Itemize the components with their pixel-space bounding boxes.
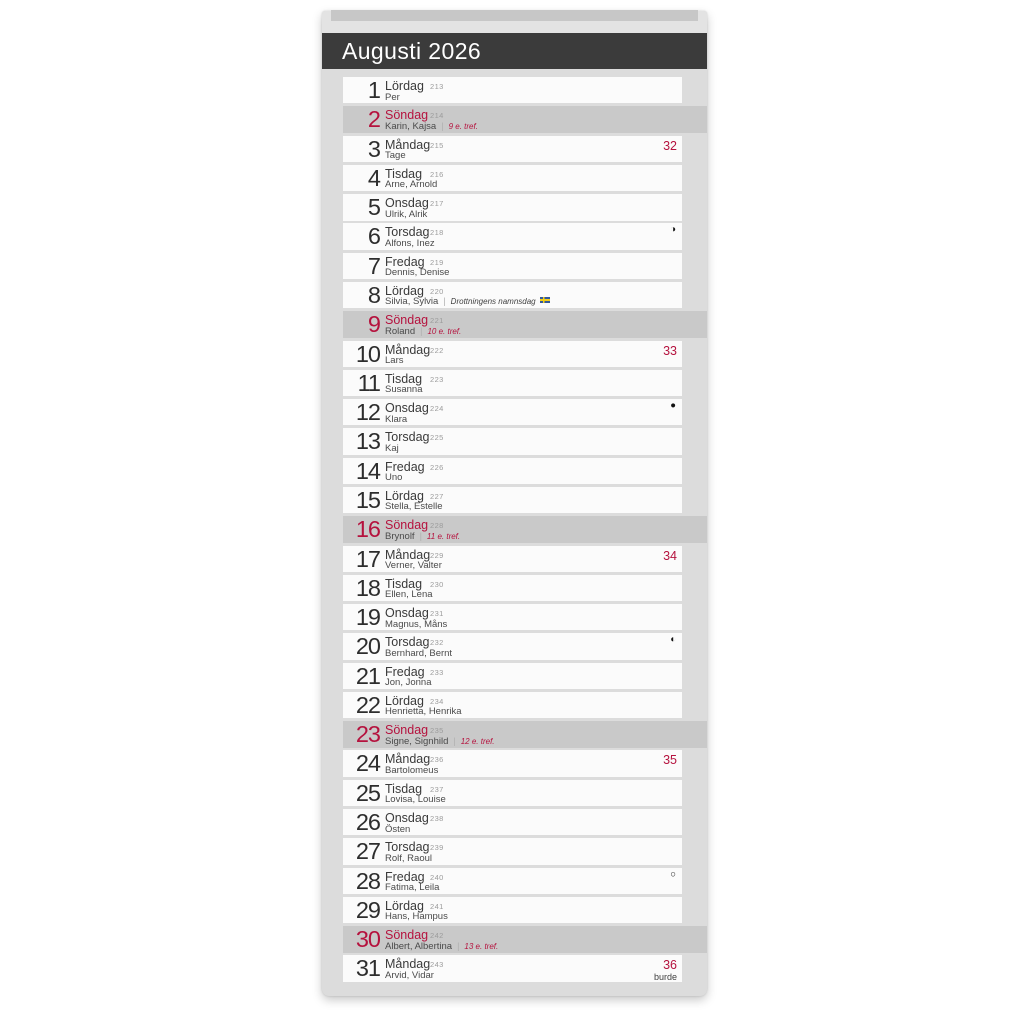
name-day-line [385,589,433,600]
name-day-line [385,355,403,366]
weekday-label: Tisdag [385,371,423,386]
name-day-names: Bartolomeus [385,764,439,776]
panel-binding-strip [331,10,698,21]
name-day-line [385,414,407,425]
church-day-label: 9 e. tref. [448,121,478,131]
name-day-names: Lovisa, Louise [385,794,446,806]
name-day-names: Rolf, Raoul [385,852,432,864]
name-day-names: Signe, Signhild [385,735,449,747]
name-day-line [385,267,449,278]
weekday-label: Lördag [385,898,424,913]
day-number: 19 [355,604,380,631]
name-day-line [385,121,478,132]
day-of-year: 238 [430,814,444,824]
full-moon-icon: ○ [670,868,676,880]
new-moon-icon: ● [670,400,676,412]
weekday-label: Måndag [385,137,431,152]
weekday-label: Söndag [385,313,429,328]
name-day-line [385,150,406,161]
day-number: 15 [355,486,380,513]
weekday-label: Onsdag [385,811,429,826]
weekday-label: Lördag [385,693,424,708]
day-number: 11 [357,369,380,396]
day-of-year: 226 [430,462,444,472]
day-of-year: 217 [430,199,444,209]
day-number: 20 [355,633,380,660]
day-row [343,458,682,484]
weekday-label: Tisdag [385,781,423,796]
weekday-label: Måndag [385,547,431,562]
name-day-names: Fatima, Leila [385,882,440,894]
day-number: 27 [355,838,380,865]
day-of-year: 235 [430,726,444,736]
day-number: 13 [355,428,380,455]
name-day-line [385,970,434,981]
day-of-year: 216 [430,169,444,179]
day-row [343,194,682,220]
weekday-label: Fredag [385,869,425,884]
separator: | [443,296,446,307]
day-number: 26 [355,809,380,836]
weekday-label: Måndag [385,342,431,357]
day-number: 29 [355,896,380,923]
weekday-label: Söndag [385,108,429,123]
day-of-year: 213 [430,82,444,91]
week-number: 34 [663,548,677,563]
day-row [343,165,682,191]
day-of-year: 232 [430,638,444,648]
day-of-year: 242 [430,931,444,941]
week-number: 35 [663,753,677,768]
name-day-line [385,443,399,454]
name-day-line [385,531,460,542]
day-of-year: 229 [430,550,444,560]
day-number: 30 [355,926,380,953]
weekday-label: Lördag [385,283,424,298]
day-of-year: 241 [430,901,444,911]
name-day-names: Brynolf [385,530,415,542]
day-row [343,282,682,308]
name-day-line [385,648,452,659]
day-row [343,223,682,249]
day-number: 16 [355,516,380,543]
day-number: 12 [355,399,380,426]
name-day-names: Klara [385,413,408,425]
name-day-names: Tage [385,150,406,162]
day-row [343,897,682,923]
day-of-year: 223 [430,374,444,384]
day-row [343,926,707,952]
name-day-names: Ulrik, Alrik [385,208,428,220]
name-day-line [385,92,400,103]
day-row [343,750,682,776]
day-number: 17 [355,545,380,572]
weekday-label: Fredag [385,664,425,679]
day-row [343,370,682,396]
day-number: 6 [367,223,380,250]
weekday-label: Onsdag [385,196,429,211]
name-day-line [385,794,446,805]
name-day-line [385,941,498,952]
weekday-label: Torsdag [385,430,430,445]
name-day-names: Stella, Estelle [385,501,443,513]
calendar-panel [322,11,707,996]
name-day-names: Östen [385,823,411,835]
name-day-line [385,619,447,630]
day-row [343,487,682,513]
weekday-label: Tisdag [385,166,423,181]
name-day-names: Lars [385,355,404,367]
day-of-year: 234 [430,696,444,706]
name-day-line [385,677,431,688]
day-number: 25 [355,779,380,806]
day-number: 4 [367,164,380,191]
day-of-year: 243 [430,960,444,970]
day-row [343,428,682,454]
name-day-line [385,501,443,512]
day-of-year: 218 [430,228,444,238]
flag-day-label: Drottningens namnsdag [450,297,536,307]
week-number: 36 [663,958,677,973]
weekday-label: Fredag [385,459,425,474]
day-number: 21 [355,662,380,689]
day-of-year: 219 [430,257,444,267]
day-number: 2 [367,106,380,133]
month-header-bar [322,33,707,69]
name-day-names: Uno [385,472,403,484]
week-number: 33 [663,343,677,358]
day-row [343,721,707,747]
church-day-label: 12 e. tref. [460,736,495,746]
weekday-label: Fredag [385,254,425,269]
day-number: 5 [367,194,380,221]
name-day-names: Magnus, Måns [385,618,448,630]
weekday-label: Tisdag [385,576,423,591]
weekday-label: Torsdag [385,225,430,240]
name-day-line [385,911,448,922]
weekday-label: Söndag [385,518,429,533]
name-day-line [385,560,442,571]
day-number: 1 [367,77,380,103]
separator: | [420,325,423,336]
name-day-line [385,706,462,717]
name-day-line [385,824,410,835]
day-row [343,77,682,103]
day-row [343,253,682,279]
name-day-names: Roland [385,325,416,337]
weekday-label: Söndag [385,928,429,943]
name-day-names: Bernhard, Bernt [385,647,453,659]
day-number: 3 [367,135,380,162]
day-of-year: 222 [430,345,444,355]
day-of-year: 220 [430,286,444,296]
day-number: 14 [355,457,380,484]
day-row [343,633,682,659]
name-day-names: Karin, Kajsa [385,120,437,132]
day-row [343,663,682,689]
weekday-label: Torsdag [385,635,430,650]
day-number: 8 [367,281,380,308]
day-row [343,136,682,162]
day-row [343,106,707,132]
day-number: 22 [355,691,380,718]
day-of-year: 236 [430,755,444,765]
last-quarter-moon-icon: ◑ [670,224,676,236]
name-day-line [385,882,439,893]
day-row [343,780,682,806]
day-row [343,809,682,835]
day-row [343,868,682,894]
name-day-line [385,326,461,337]
name-day-line [385,209,427,220]
name-day-line [385,296,550,307]
weekday-label: Söndag [385,723,429,738]
weekday-label: Måndag [385,752,431,767]
day-of-year: 224 [430,404,444,414]
day-number: 28 [355,867,380,894]
name-day-names: Jon, Jonna [385,677,432,689]
name-day-line [385,179,437,190]
church-day-label: 13 e. tref. [464,941,499,951]
name-day-names: Henrietta, Henrika [385,706,462,718]
day-of-year: 214 [430,111,444,121]
separator: | [453,735,456,746]
day-of-year: 228 [430,521,444,531]
name-day-names: Hans, Hampus [385,911,448,923]
name-day-line [385,238,435,249]
day-number: 18 [355,574,380,601]
separator: | [419,530,422,541]
weekday-label: Lördag [385,488,424,503]
name-day-names: Per [385,91,400,103]
day-number: 31 [355,955,380,982]
day-of-year: 221 [430,316,444,326]
day-rows [343,77,707,985]
day-row [343,341,682,367]
day-row [343,399,682,425]
day-of-year: 231 [430,609,444,619]
day-row [343,692,682,718]
day-of-year: 215 [430,140,444,150]
day-number: 10 [355,340,380,367]
day-row [343,955,682,981]
day-of-year: 240 [430,872,444,882]
weekday-label: Lördag [385,79,424,93]
weekday-label: Onsdag [385,606,429,621]
day-number: 23 [355,721,380,748]
church-day-label: 11 e. tref. [426,531,461,541]
day-of-year: 233 [430,667,444,677]
name-day-names: Alfons, Inez [385,237,435,249]
day-row [343,604,682,630]
name-day-line [385,765,438,776]
name-day-names: Susanna [385,384,423,396]
separator: | [457,940,460,951]
swedish-flag-icon [540,297,550,303]
day-row [343,546,682,572]
name-day-names: Verner, Valter [385,560,442,571]
day-row [343,838,682,864]
name-day-names: Dennis, Denise [385,267,450,279]
day-of-year: 239 [430,843,444,853]
day-number: 24 [355,750,380,777]
name-day-names: Arne, Arnold [385,179,438,191]
name-day-line [385,384,423,395]
weekday-label: Måndag [385,957,431,972]
day-row [343,575,682,601]
month-title: Augusti 2026 [342,37,482,64]
day-number: 9 [367,311,380,338]
separator: | [441,120,444,131]
first-quarter-moon-icon: ◐ [670,634,676,646]
day-of-year: 237 [430,784,444,794]
name-day-line [385,853,432,864]
day-number: 7 [367,252,380,279]
weekday-label: Torsdag [385,840,430,855]
day-of-year: 225 [430,433,444,443]
day-of-year: 230 [430,579,444,589]
church-day-label: 10 e. tref. [427,326,462,336]
day-row [343,311,707,337]
day-of-year: 227 [430,491,444,501]
week-number: 32 [663,138,677,153]
brand-logo: burde [653,971,677,982]
name-day-line [385,736,495,747]
name-day-names: Albert, Albertina [385,940,453,952]
name-day-names: Ellen, Lena [385,589,433,601]
name-day-names: Silvia, Sylvia [385,296,439,308]
day-row [343,516,707,542]
name-day-line [385,472,402,483]
name-day-names: Kaj [385,442,399,454]
name-day-names: Arvid, Vidar [385,969,434,981]
weekday-label: Onsdag [385,401,429,416]
